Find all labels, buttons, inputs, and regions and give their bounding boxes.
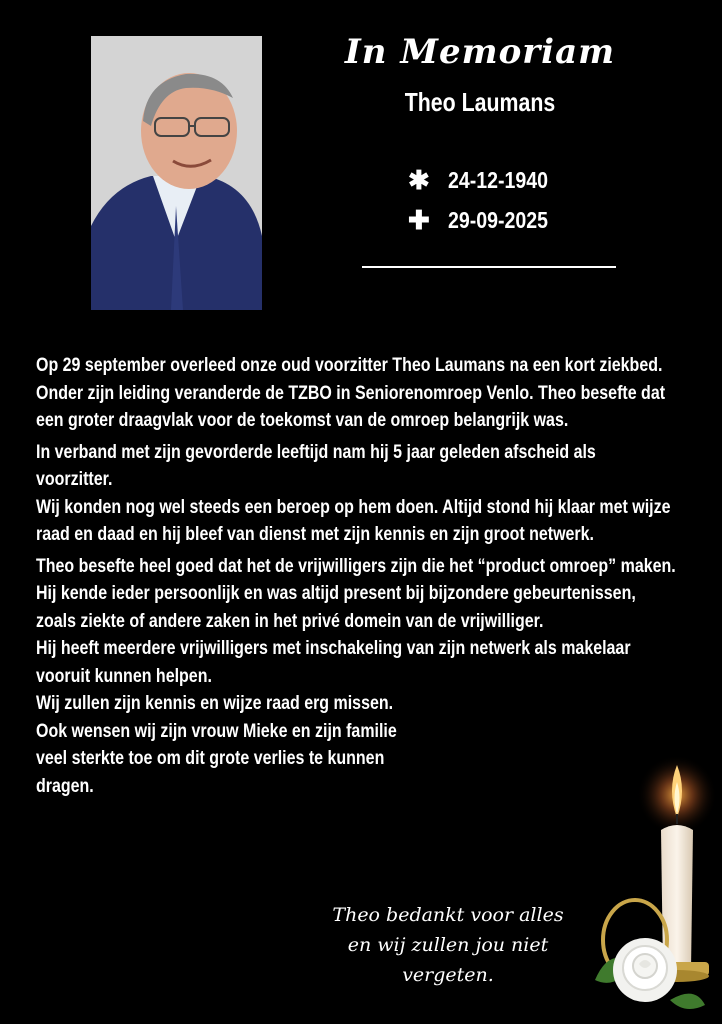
birth-date: 24-12-1940 (448, 166, 549, 193)
text-line: Theo besefte heel goed dat het de vrijwilligers zijn die het “product omroep” maken. (36, 554, 676, 577)
text-line: Wij konden nog wel steeds een beroep op hem doen. Altijd stond hij klaar met wijze (36, 495, 671, 518)
text-line: In verband met zijn gevorderde leeftijd nam hij 5 jaar geleden afscheid als (36, 440, 596, 463)
text-line: Hij heeft meerdere vrijwilligers met inschakeling van zijn netwerk als makelaar (36, 637, 631, 659)
birth-date-row (408, 160, 566, 200)
cross-icon: ✚ (408, 204, 430, 235)
text-line: raad en daad en hij bleef van dienst met zijn kennis en zijn groot netwerk. (36, 523, 594, 545)
closing-line: Theo bedankt voor alles (332, 904, 564, 926)
text-line: Ook wensen wij zijn vrouw Mieke en zijn familie (36, 719, 397, 742)
death-date: 29-09-2025 (448, 206, 549, 233)
memorial-header (340, 28, 620, 118)
text-line: een groter draagvlak voor de toekomst van de omroep belangrijk was. (36, 409, 569, 431)
death-date-row (408, 200, 566, 240)
text-line: Wij zullen zijn kennis en wijze raad erg missen. (36, 692, 394, 714)
text-line: Op 29 september overleed onze oud voorzitter Theo Laumans na een kort ziekbed. (36, 354, 663, 376)
text-line: veel sterkte toe om dit grote verlies te kunnen (36, 747, 385, 769)
closing-message (318, 900, 578, 990)
closing-line: vergeten. (402, 964, 494, 986)
text-line: zoals ziekte of andere zaken in het privé domein van de vrijwilliger. (36, 609, 544, 632)
closing-line: en wij zullen jou niet (347, 934, 549, 956)
deceased-name: Theo Laumans (404, 87, 556, 117)
asterisk-icon: ✱ (408, 164, 430, 195)
text-line: Onder zijn leiding veranderde de TZBO in Seniorenomroep Venlo. Theo besefte dat (36, 381, 666, 404)
text-line: vooruit kunnen helpen. (36, 664, 212, 687)
text-line: dragen. (36, 774, 94, 797)
candle-rose-icon (575, 740, 715, 1020)
text-line: Hij kende ieder persoonlijk en was altijd present bij bijzondere gebeurtenissen, (36, 582, 636, 604)
portrait-photo (91, 36, 262, 310)
memorial-title: In Memoriam (344, 32, 616, 72)
divider-line (362, 266, 616, 268)
text-line: voorzitter. (36, 468, 113, 490)
life-dates (408, 160, 566, 240)
memorial-text (36, 352, 722, 800)
